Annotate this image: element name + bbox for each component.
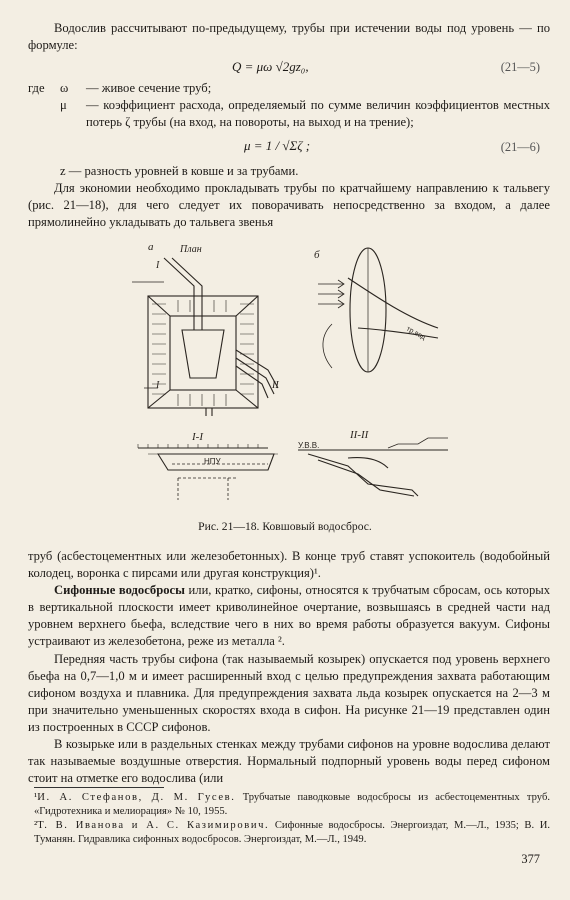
spillway-drawing	[118, 238, 448, 508]
figure-21-18	[118, 238, 448, 508]
footnote-authors: И. А. Стефанов, Д. М. Гусев.	[37, 792, 236, 803]
definition-text: — живое сечение труб;	[86, 81, 212, 95]
label-plan: План	[180, 244, 202, 255]
intro-paragraph: Водослив рассчитывают по-предыдущему, трубы при истечении воды под уровень — по формуле:	[28, 21, 550, 52]
footnote-authors: Т. В. Иванова и А. С. Казимирович.	[37, 820, 270, 831]
equation-number-21-6: (21—6)	[500, 140, 540, 154]
siphon-paragraph	[28, 582, 550, 650]
label-uvv: У.В.В.	[298, 441, 320, 450]
label-b: б	[314, 249, 320, 261]
label-pipe: тр.вод	[405, 325, 427, 342]
siphon-term: Сифонные водосбросы	[54, 583, 185, 597]
equation-number-21-5: (21—5)	[500, 60, 540, 74]
figure-caption: Рис. 21—18. Ковшовый водосброс.	[198, 520, 372, 533]
formula-21-5: Q = μω √2gz₀,	[232, 59, 309, 74]
formula-21-6: μ = 1 / √Σζ ;	[244, 138, 311, 153]
economy-paragraph: Для экономии необходимо прокладывать трубы по кратчайшему направлению к тальвегу (рис. 21—18), для чего следует их поворачивать непосредственно за входом, а далее прямолинейно укладывать до тальвега звенья	[28, 181, 550, 229]
definition-text: — коэффициент расхода, определяемый по сумме величин коэффициентов местных потерь ζ трубы (на вход, на повороты, на выход и на трение);	[86, 98, 550, 129]
visor-paragraph: В козырьке или в раздельных стенках между трубами сифонов на уровне водослива делают так называемые воздушные отверстия. Нормальный подпорный уровень воды перед сифоном стоит на отметке его водослива (или	[28, 737, 550, 785]
siphon-text: или, кратко, сифоны, относятся к трубчатым сбросам, ось которых в вертикальной плоскости имеет криволинейное очертание, возвышаясь в средней части над уровнем верхнего бьефа, вследствие чего в них во время работы образуется вакуум. Сифоны устраивают из железобетона, реже из металла ².	[28, 583, 550, 648]
plan-inner-wall	[170, 316, 236, 390]
footnote-2	[34, 819, 550, 846]
footnote-rule	[34, 787, 164, 788]
footnote-text: Сифонные водосбросы. Энергоиздат, М.—Л., 1935; В. И. Туманян. Гидравлика сифонных водосбросов. Энергоиздат, М.—Л., 1949.	[34, 820, 550, 845]
label-section-I-I: I-I	[192, 431, 203, 443]
label-a: а	[148, 241, 154, 253]
definition-lead: где	[28, 81, 45, 95]
footnote-marker: ¹	[34, 792, 38, 803]
symbol-omega: ω	[60, 81, 69, 95]
front-part-paragraph: Передняя часть трубы сифона (так называемый козырек) опускается под уровень верхнего бьефа на 0,7—1,0 м и имеет расширенный вход с целью предупреждения захвата работающим сифоном воздуха и плавника. Для предупреждения захвата льда козырек опускается на 2—3 м при значительно уменьшенных скоростях входа в сифон. На рисунке 21—19 представлен один из построенных в СССР сифонов.	[28, 652, 550, 734]
z-definition: z — разность уровней в ковше и за трубами.	[60, 164, 299, 178]
label-npu: НПУ	[204, 457, 221, 466]
label-section-II: II	[272, 380, 279, 391]
page-number: 377	[521, 852, 540, 866]
label-section-II-II: II-II	[350, 429, 369, 441]
footnote-marker: ²	[34, 820, 38, 831]
label-section-I-bottom: I	[156, 380, 160, 391]
footnote-1	[34, 791, 550, 818]
label-section-I-top: I	[156, 260, 160, 271]
footnote-text: Трубчатые паводковые водосбросы из асбестоцементных труб. «Гидротехника и мелиорация» № 10, 1955.	[34, 792, 550, 817]
plan-outer-wall	[148, 296, 258, 408]
pipes-paragraph: труб (асбестоцементных или железобетонных). В конце труб ставят успокоитель (водобойный колодец, воронка с пирсами или другая конструкция)¹.	[28, 549, 550, 580]
symbol-mu: μ	[60, 98, 67, 112]
